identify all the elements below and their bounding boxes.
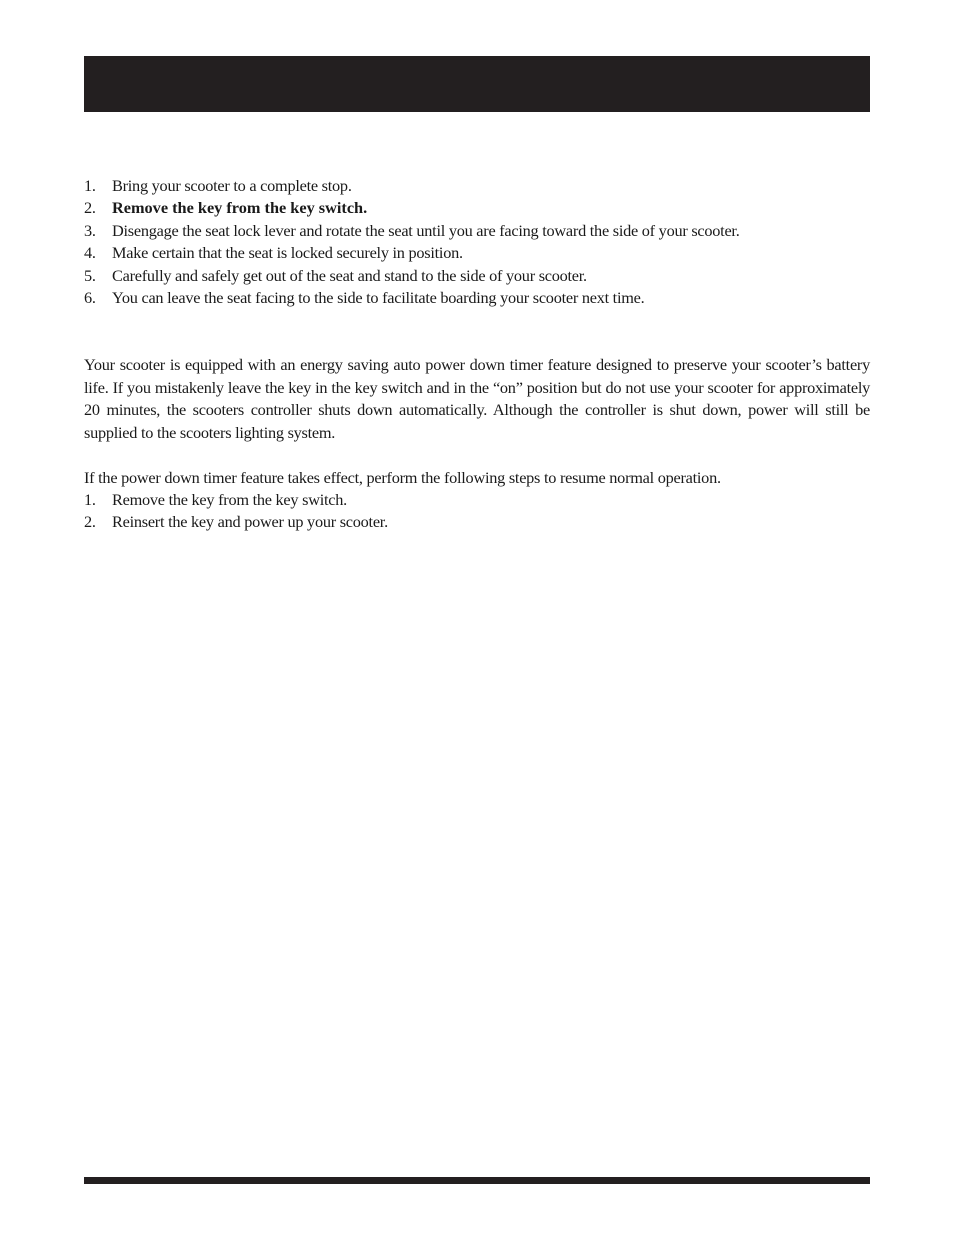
step-number: 1. [84,176,96,195]
list-item [84,197,870,219]
step-text: You can leave the seat facing to the side to facilitate boarding your scooter next time. [112,288,645,308]
list-item [84,220,870,242]
timer-paragraph: Your scooter is equipped with an energy saving auto power down timer feature designed to preserve your scooter’s battery life. If you mistakenly leave the key in the key switch and in the “on” position but do not use your scooter for approximately 20 minutes, the scooters controller shuts down automatically. Although the controller is shut down, power will still be supplied to the scooters lighting system. [84,355,870,442]
step-text: Make certain that the seat is locked securely in position. [112,243,463,263]
resume-steps-list [84,489,870,534]
step-number: 2. [84,198,96,218]
step-text: Remove the key from the key switch. [112,490,347,509]
step-number: 5. [84,265,96,285]
list-item [84,242,870,264]
resume-intro: If the power down timer feature takes effect, perform the following steps to resume normal operation. [84,468,721,487]
step-text: Reinsert the key and power up your scooter. [112,512,388,532]
step-number: 3. [84,220,96,240]
step-number: 1. [84,490,96,509]
list-item [84,265,870,287]
list-item [84,489,870,511]
step-number: 6. [84,288,96,308]
list-item [84,511,870,533]
step-text: Remove the key from the key switch. [112,198,368,218]
list-item [84,175,870,197]
header-bar [84,56,870,112]
step-number: 4. [84,243,96,263]
footer-rule [84,1177,870,1184]
step-text: Bring your scooter to a complete stop. [112,176,352,195]
step-number: 2. [84,512,96,532]
seat-steps-list [84,175,870,309]
step-text: Disengage the seat lock lever and rotate the seat until you are facing toward the side of your scooter. [112,220,740,240]
list-item [84,287,870,309]
step-text: Carefully and safely get out of the seat and stand to the side of your scooter. [112,265,587,285]
